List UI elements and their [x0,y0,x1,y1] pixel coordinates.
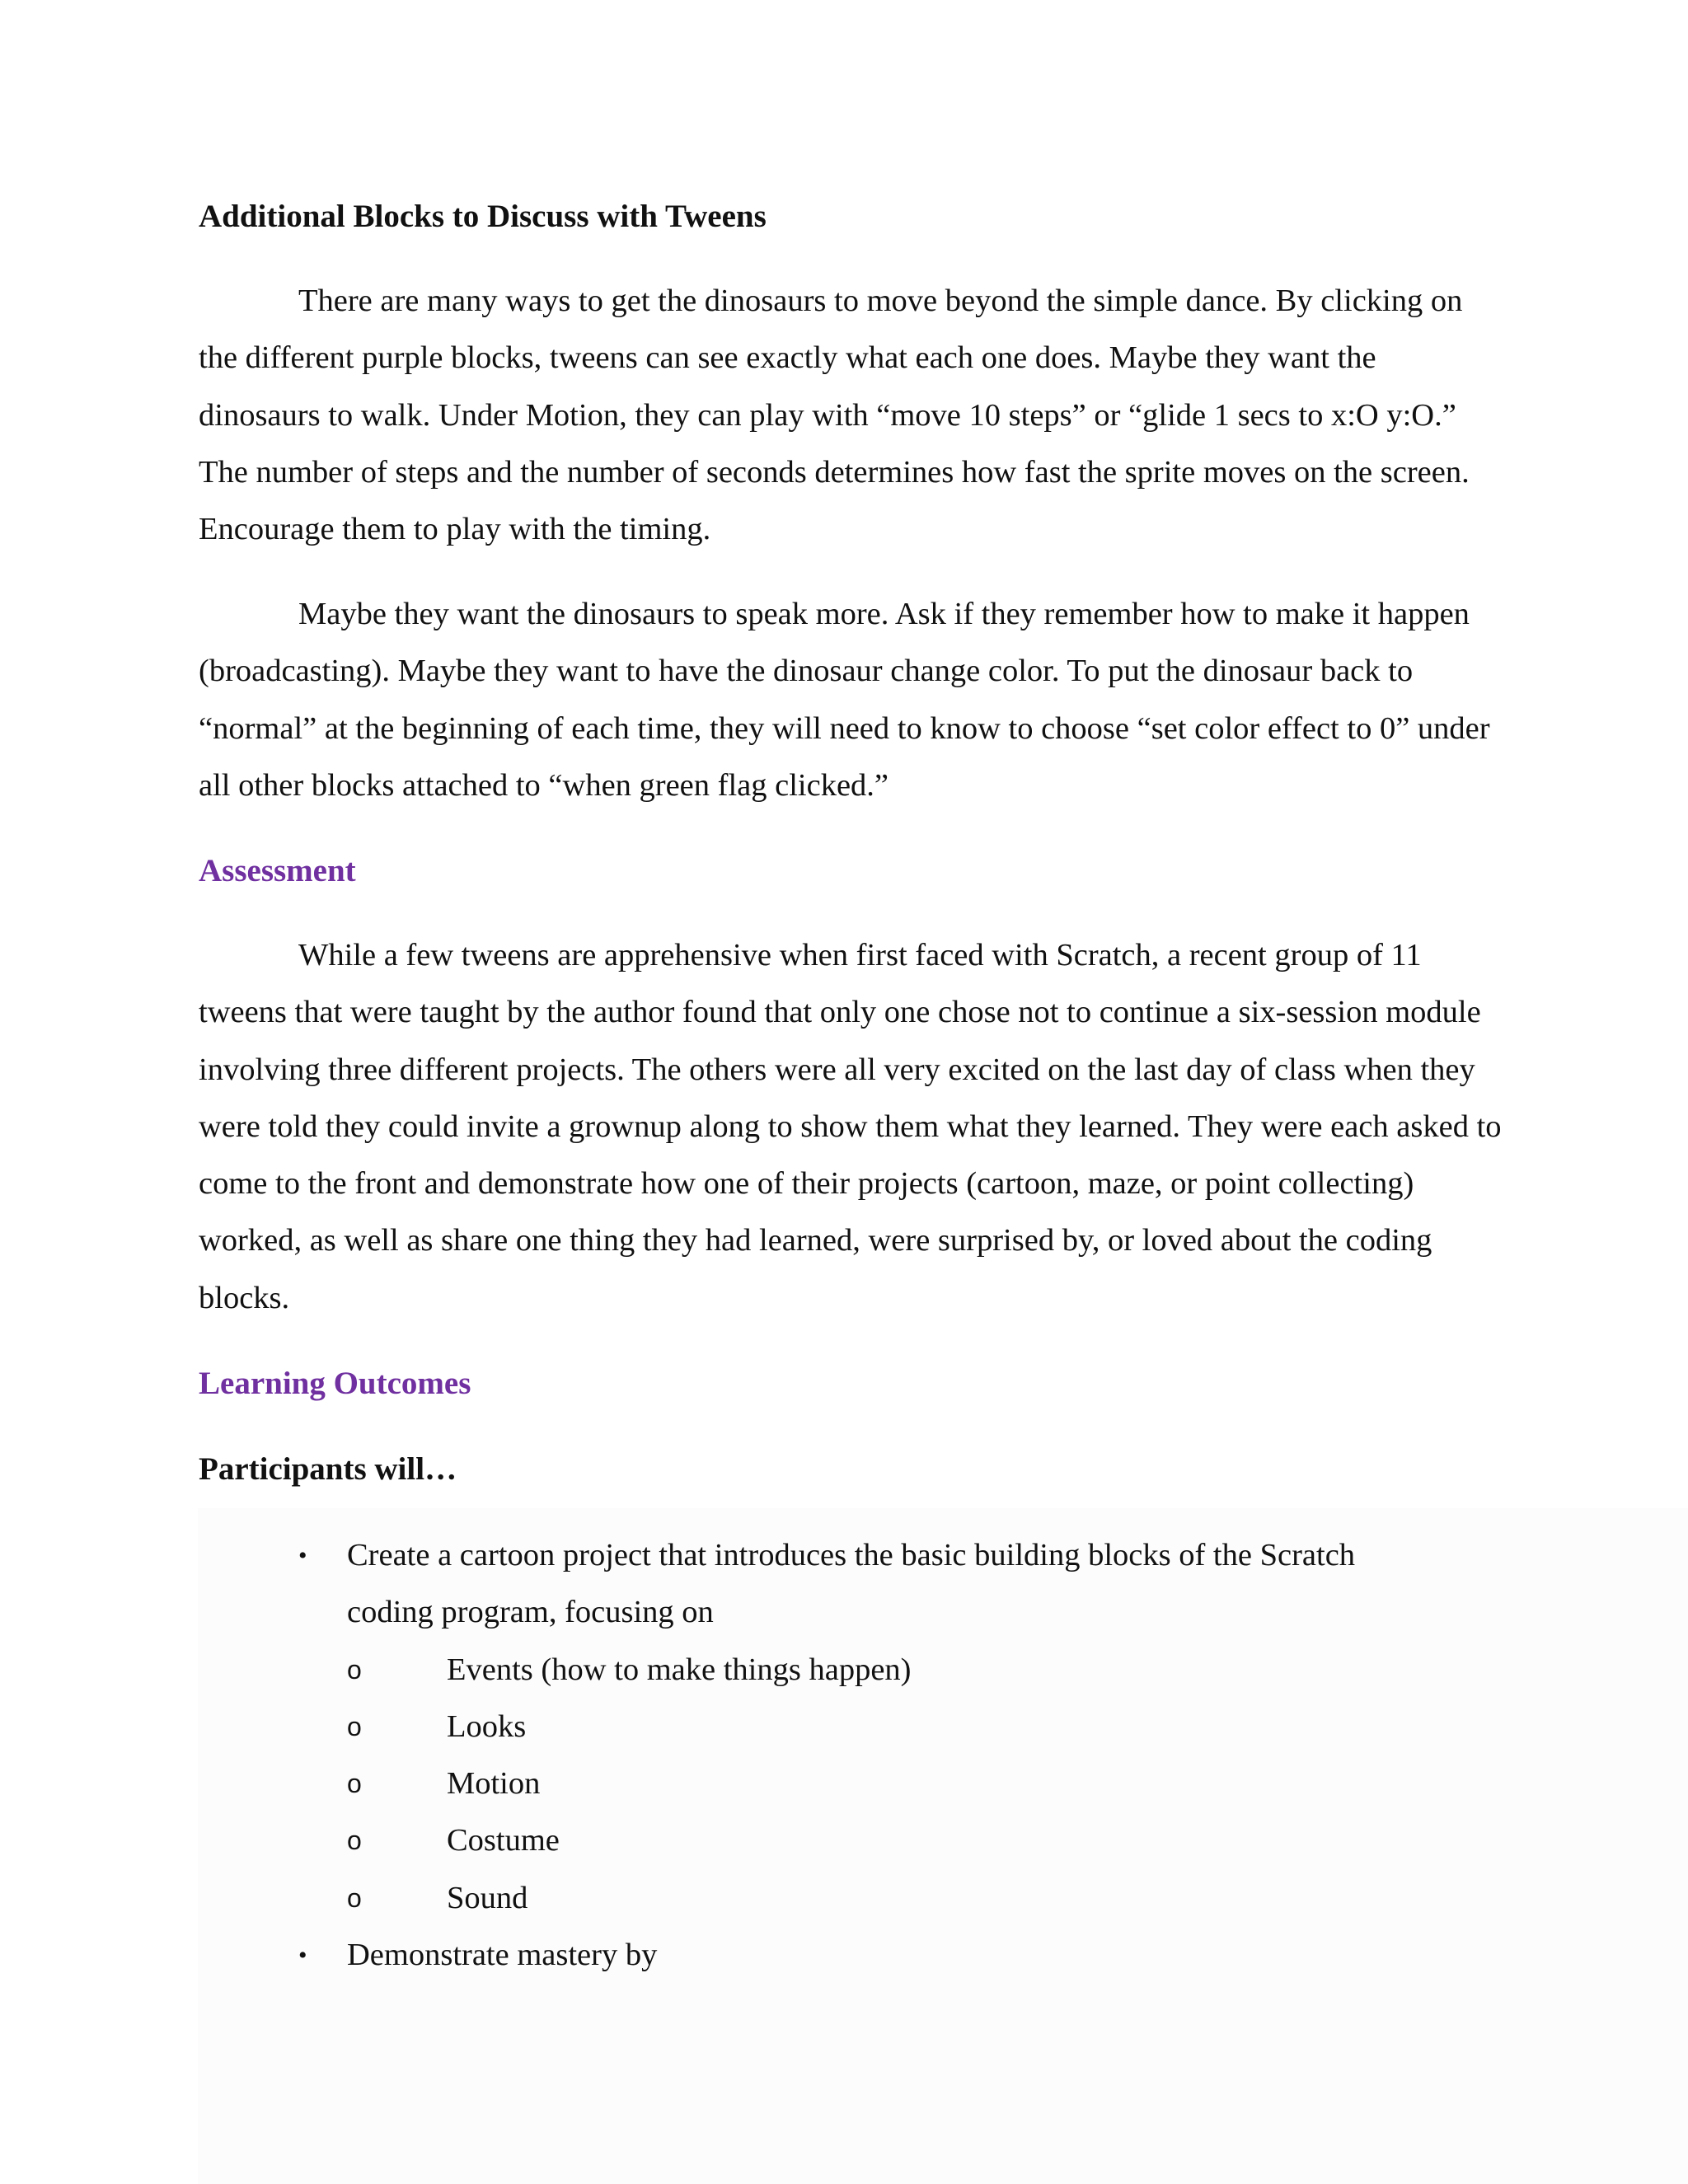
subitem-text: Costume [447,1823,560,1858]
learning-outcomes-heading: Learning Outcomes [199,1366,471,1401]
outcome-text: Demonstrate mastery by [347,1938,658,1973]
paragraph-additional-blocks-1: There are many ways to get the dinosaurs to move beyond the simple dance. By clicking on the different purple blocks, tweens can see exactly what each one does. Maybe they want the dinosaurs to walk. Under Motion, they can play with “move 10 steps” or “glide 1 secs to x:O y:O.” The number of steps and the number of seconds determines how fast the sprite moves on the screen. Encourage them to play with the timing. [199,284,1470,547]
paragraph-additional-blocks-2: Maybe they want the dinosaurs to speak more. Ask if they remember how to make it happen (broadcasting). Maybe they want to have the dinosaur change color. To put the dinosaur back to “normal” at the beginning of each time, they will need to know to choose “set color effect to 0” under all other blocks attached to “when green flag clicked.” [199,597,1490,803]
subitem-text: Sound [447,1880,528,1915]
outcome-subitem [347,1812,1435,1869]
assessment-paragraph: While a few tweens are apprehensive when first faced with Scratch, a recent group of 11 tweens that were taught by the author found that only one chose not to continue a six-session module involving three different projects. The others were all very excited on the last day of class when they were told they could invite a grownup along to show them what they learned. They were each asked to come to the front and demonstrate how one of their projects (cartoon, maze, or point collecting) worked, as well as share one thing they had learned, were surprised by, or loved about the coding blocks. [199,938,1502,1315]
assessment-heading: Assessment [199,853,356,888]
outcome-subitem [347,1755,1435,1812]
outcome-subitems-list [347,1642,1435,1927]
outcome-subitem [347,1870,1435,1927]
outcome-item [199,1927,1435,1984]
circle-bullet-icon: o [347,1711,362,1741]
learning-outcomes-list [199,1527,1435,1984]
subitem-text: Events (how to make things happen) [447,1652,912,1687]
subitem-text: Looks [447,1708,527,1744]
bullet-icon: • [298,1542,307,1569]
subitem-text: Motion [447,1766,541,1802]
circle-bullet-icon: o [347,1882,362,1913]
outcome-item [199,1527,1435,1927]
outcome-subitem [347,1642,1435,1699]
section-heading: Additional Blocks to Discuss with Tweens [199,199,767,234]
outcome-text: Create a cartoon project that introduces the basic building blocks of the Scratch coding program, focusing on [347,1538,1356,1630]
bullet-icon: • [298,1942,307,1970]
circle-bullet-icon: o [347,1769,362,1799]
participants-subheading: Participants will… [199,1451,457,1487]
circle-bullet-icon: o [347,1825,362,1856]
outcome-subitem [347,1699,1435,1755]
circle-bullet-icon: o [347,1654,362,1685]
